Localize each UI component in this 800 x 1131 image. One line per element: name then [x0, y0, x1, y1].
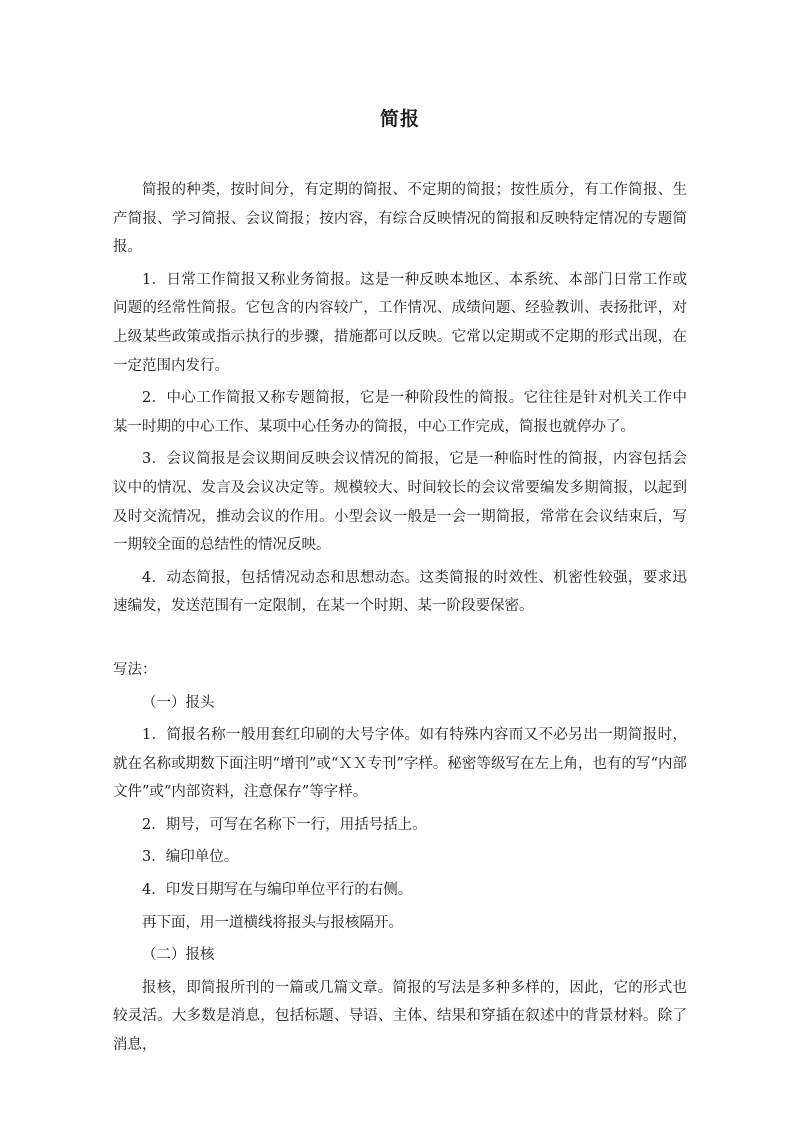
paragraph-item-3: 3．会议简报是会议期间反映会议情况的简报，它是一种临时性的简报，内容包括会议中的情况、发言及会议决定等。规模较大、时间较长的会议常要编发多期简报，以起到及时交流情况，推动会议的作用。小型会议一般是一会一期简报，常常在会议结束后，写一期较全面的总结性的情况反映。 [113, 451, 687, 554]
subheading-header: （一）报头 [142, 694, 215, 711]
paragraph-header-1: 1．简报名称一般用套红印刷的大号字体。如有特殊内容而又不必另出一期简报时，就在名称或期数下面注明“增刊”或“ＸＸ专刊”字样。秘密等级写在左上角，也有的写“内部文件”或“内部资料，注意保存”等字样。 [113, 727, 687, 801]
document-body [113, 176, 687, 1064]
paragraph-header-2: 2．期号，可写在名称下一行，用括号括上。 [142, 816, 427, 833]
paragraph-item-2: 2．中心工作简报又称专题简报，它是一种阶段性的简报。它往往是针对机关工作中某一时期的中心工作、某项中心任务办的简报，中心工作完成，简报也就停办了。 [113, 390, 687, 435]
paragraph-item-1: 1．日常工作简报又称业务简报。这是一种反映本地区、本系统、本部门日常工作或问题的经常性简报。它包含的内容较广，工作情况、成绩问题、经验教训、表扬批评，对上级某些政策或指示执行的步骤，措施都可以反映。它常以定期或不定期的形式出现，在一定范围内发行。 [113, 271, 687, 374]
paragraph-core: 报核，即简报所刊的一篇或几篇文章。简报的写法是多种多样的，因此，它的形式也较灵活。大多数是消息，包括标题、导语、主体、结果和穿插在叙述中的背景材料。除了消息， [113, 979, 687, 1054]
paragraph-separator-note: 再下面，用一道横线将报头与报核隔开。 [142, 914, 403, 931]
paragraph-header-4: 4．印发日期写在与编印单位平行的右侧。 [142, 882, 413, 899]
document-title: 简报 [379, 108, 420, 130]
paragraph-header-3: 3．编印单位。 [142, 849, 239, 866]
paragraph-item-4: 4．动态简报，包括情况动态和思想动态。这类简报的时效性、机密性较强，要求迅速编发，发送范围有一定限制，在某一个时期、某一阶段要保密。 [113, 569, 687, 615]
section-heading-writing: 写法： [113, 661, 157, 678]
paragraph-intro: 简报的种类，按时间分，有定期的简报、不定期的简报；按性质分，有工作简报、生产简报、学习简报、会议简报；按内容，有综合反映情况的简报和反映特定情况的专题简报。 [113, 182, 687, 256]
subheading-core: （二）报核 [142, 947, 215, 964]
